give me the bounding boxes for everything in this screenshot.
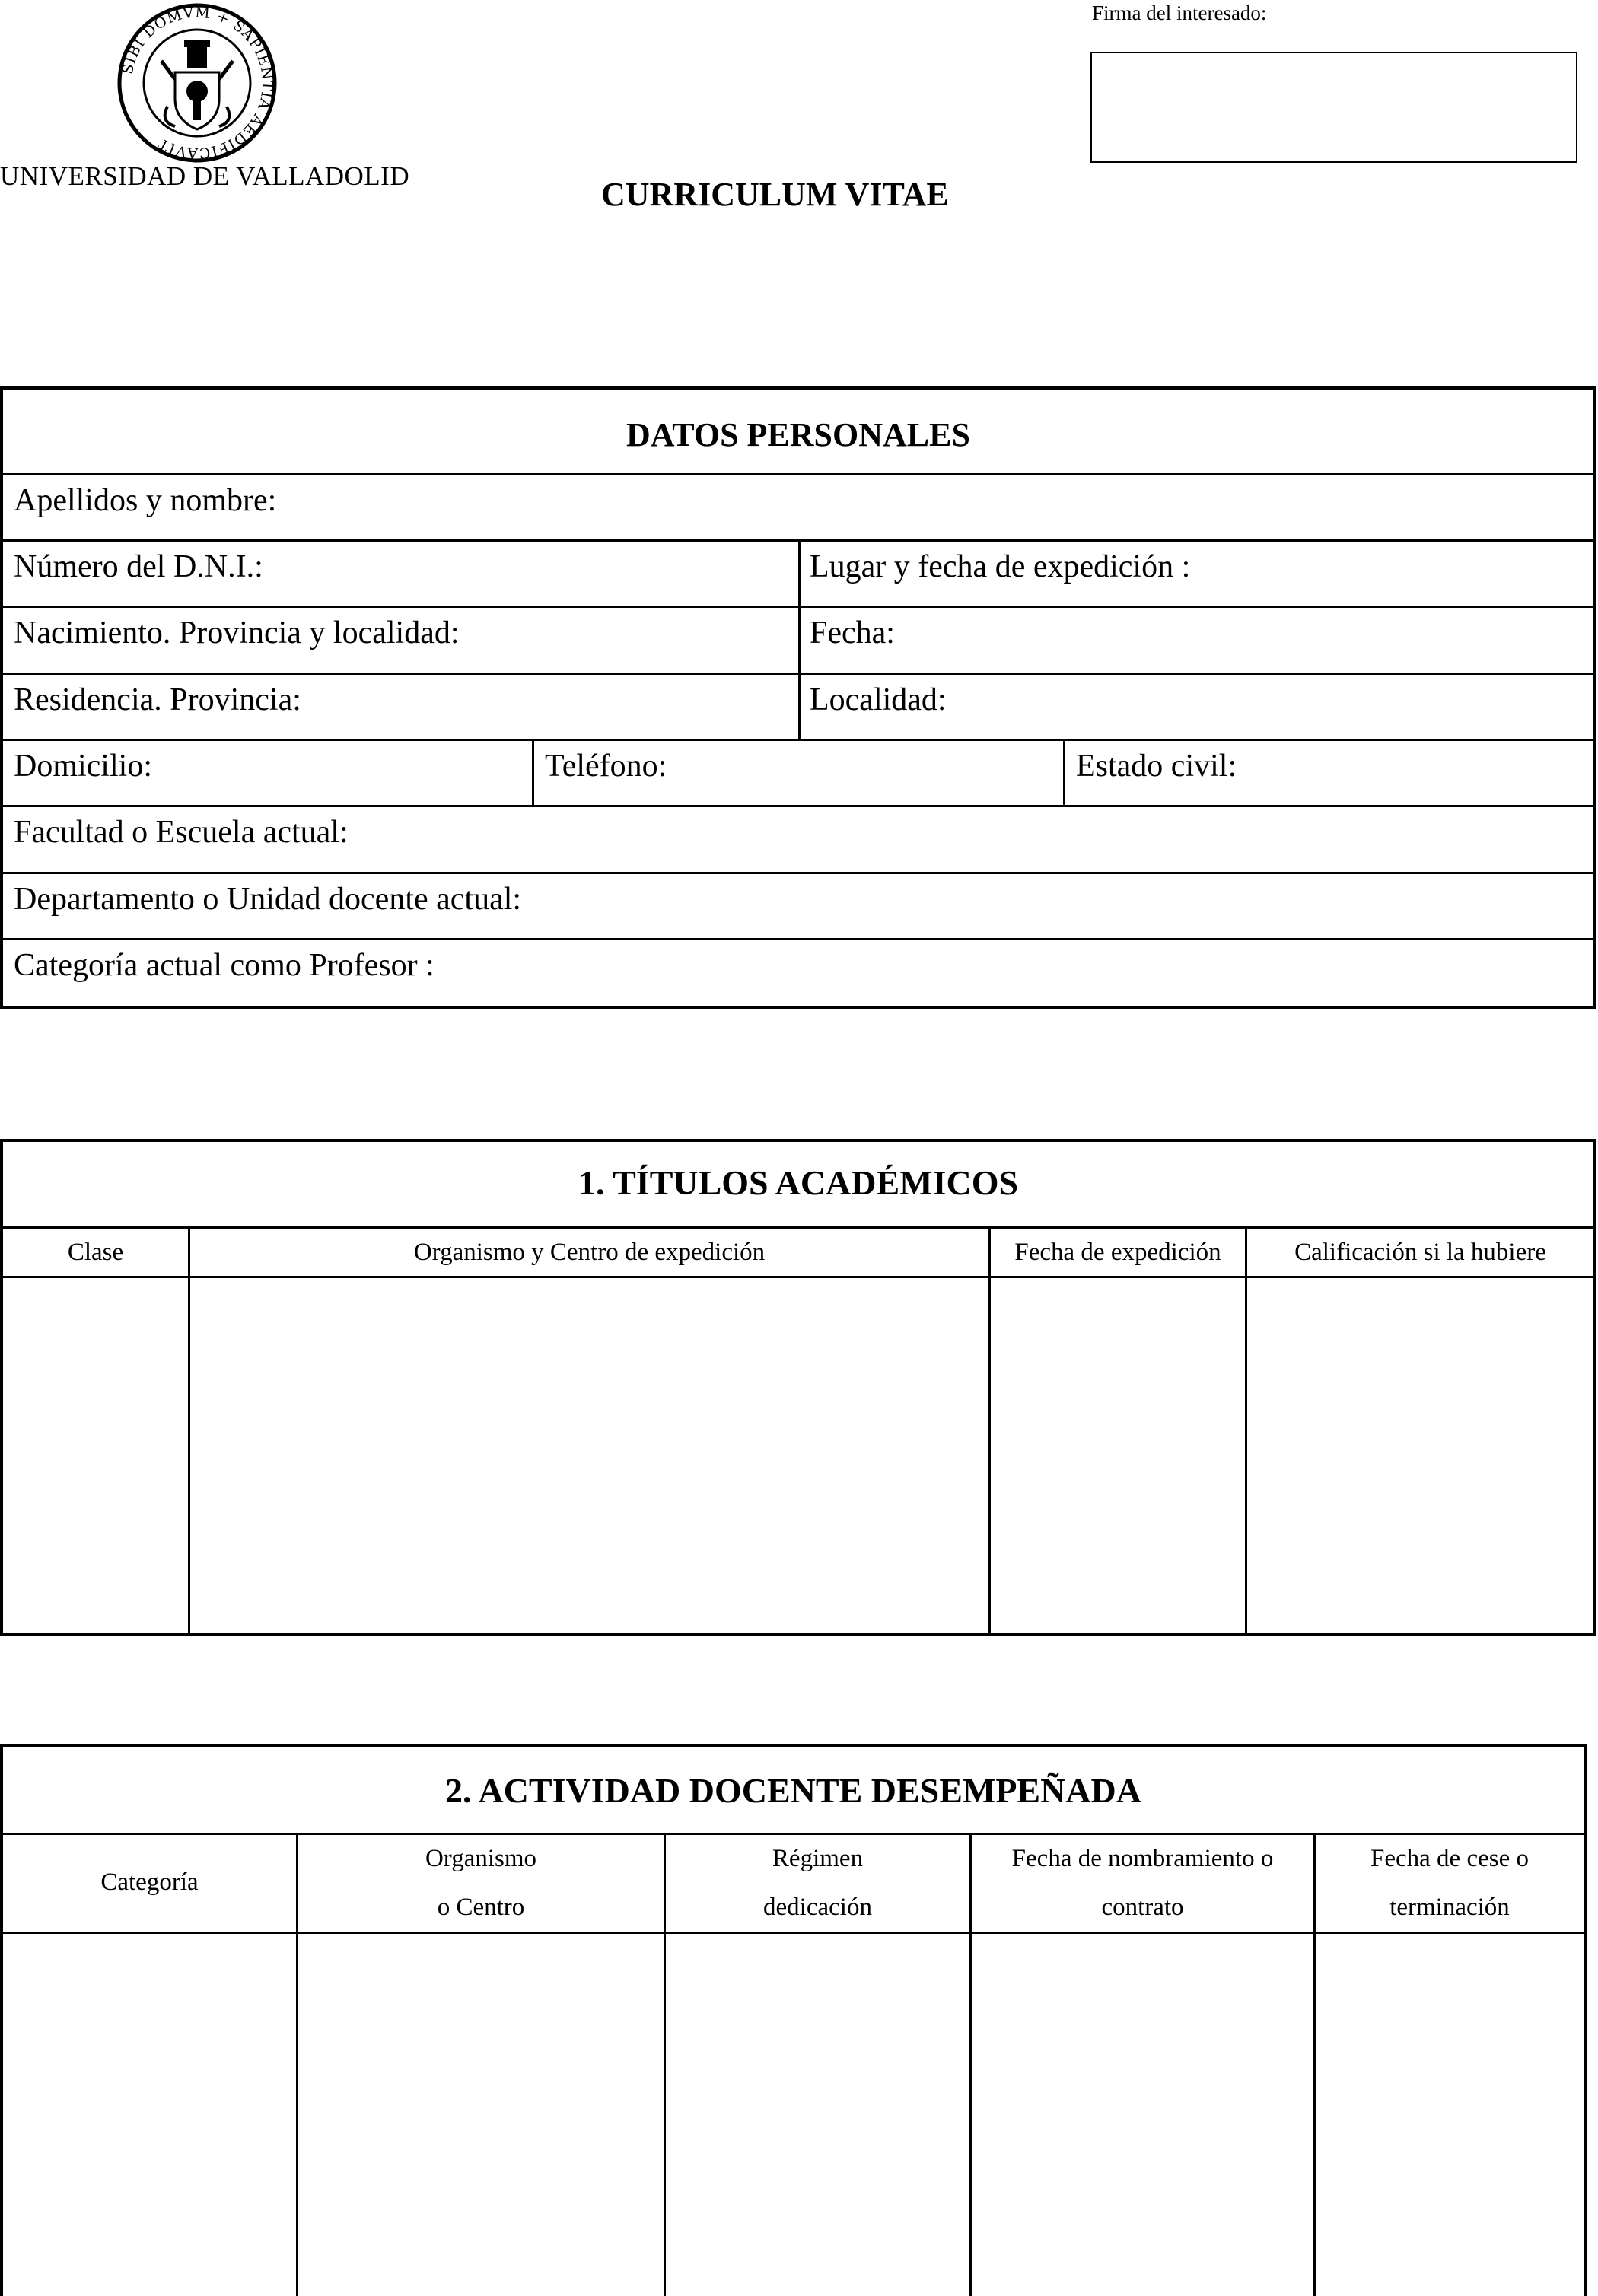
field-estado-civil[interactable]: Estado civil: [1076, 749, 1237, 784]
field-dni[interactable]: Número del D.N.I.: [14, 549, 263, 584]
cell-categoria[interactable] [3, 1934, 296, 2296]
field-lugar-fecha-expedicion[interactable]: Lugar y fecha de expedición : [810, 549, 1191, 584]
field-fecha-nacimiento[interactable]: Fecha: [810, 615, 895, 650]
field-departamento[interactable]: Departamento o Unidad docente actual: [14, 882, 522, 917]
column-header-regimen-dedicacion: Régimen dedicación [763, 1845, 872, 1921]
cell-calificacion[interactable] [1247, 1278, 1593, 1633]
university-seal-logo [114, 0, 280, 166]
column-header-fecha-expedicion: Fecha de expedición [1014, 1239, 1221, 1266]
cell-organismo-centro[interactable] [298, 1934, 664, 2296]
cell-fecha-nombramiento[interactable] [972, 1934, 1313, 2296]
cell-fecha-expedicion[interactable] [991, 1278, 1245, 1633]
personal-data-table [0, 386, 1596, 1009]
column-header-clase: Clase [67, 1239, 124, 1266]
field-telefono[interactable]: Teléfono: [545, 749, 667, 784]
section-title-actividad: 2. ACTIVIDAD DOCENTE DESEMPEÑADA [445, 1771, 1141, 1810]
cell-fecha-cese[interactable] [1316, 1934, 1584, 2296]
signature-box[interactable] [1090, 52, 1577, 163]
page-title: CURRICULUM VITAE [601, 176, 949, 213]
academic-titles-table [0, 1139, 1596, 1636]
column-header-categoria: Categoría [100, 1868, 199, 1896]
column-header-organismo-centro: Organismo o Centro [425, 1845, 537, 1921]
column-header-calificacion: Calificación si la hubiere [1294, 1239, 1546, 1266]
column-header-organismo: Organismo y Centro de expedición [413, 1239, 766, 1266]
cell-clase[interactable] [3, 1278, 188, 1633]
section-title-personal: DATOS PERSONALES [626, 416, 970, 453]
field-domicilio[interactable]: Domicilio: [14, 749, 152, 784]
column-header-fecha-cese: Fecha de cese o terminación [1370, 1845, 1529, 1921]
section-title-titulos: 1. TÍTULOS ACADÉMICOS [578, 1163, 1019, 1202]
cell-organismo[interactable] [190, 1278, 988, 1633]
field-apellidos[interactable]: Apellidos y nombre: [14, 483, 277, 518]
field-nacimiento[interactable]: Nacimiento. Provincia y localidad: [14, 615, 460, 650]
teaching-activity-table [0, 1744, 1587, 2296]
field-categoria[interactable]: Categoría actual como Profesor : [14, 948, 435, 983]
university-name: UNIVERSIDAD DE VALLADOLID [0, 161, 410, 191]
field-facultad[interactable]: Facultad o Escuela actual: [14, 815, 349, 850]
field-residencia[interactable]: Residencia. Provincia: [14, 682, 301, 717]
cell-regimen-dedicacion[interactable] [666, 1934, 969, 2296]
field-localidad[interactable]: Localidad: [810, 682, 947, 717]
svg-text:SIBI DOMVM + SAPIENTIA AEDIFIC: SIBI DOMVM + SAPIENTIA AEDIFICAVIT [119, 4, 276, 162]
signature-label: Firma del interesado: [1092, 2, 1267, 24]
column-header-fecha-nombramiento: Fecha de nombramiento o contrato [1011, 1845, 1274, 1921]
